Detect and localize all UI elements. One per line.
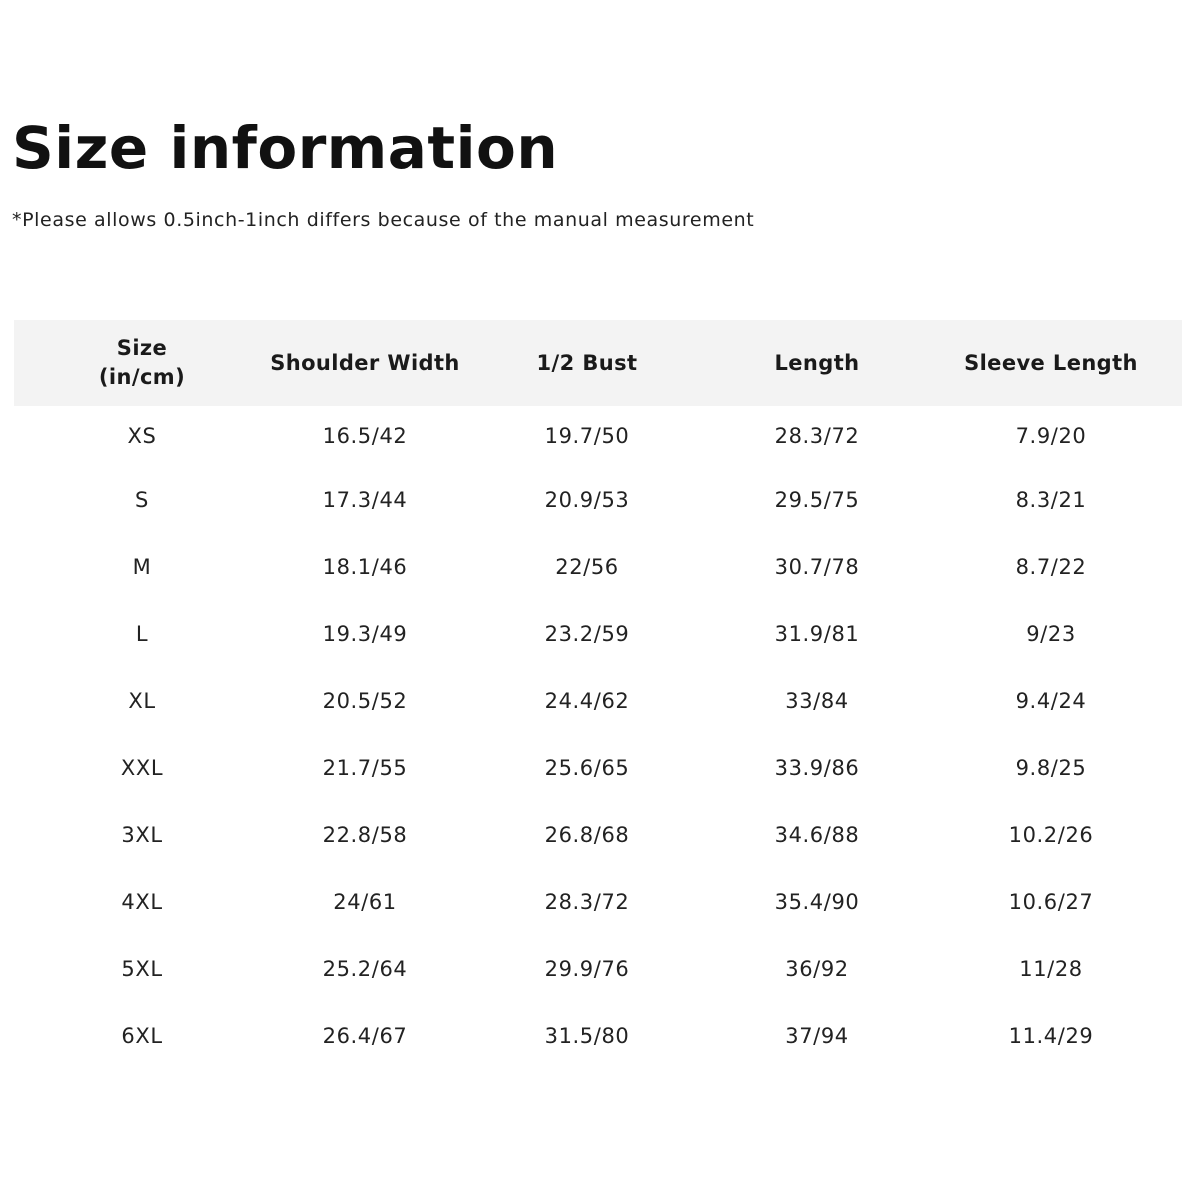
- shoulder-width-cell: 21.7/55: [322, 755, 408, 780]
- table-row: [14, 734, 1182, 801]
- size-cell: XL: [128, 688, 156, 713]
- header-length: Length: [774, 350, 860, 375]
- size-cell: L: [135, 621, 149, 646]
- shoulder-width-cell: 16.5/42: [322, 424, 408, 448]
- sleeve-length-cell: 9/23: [1026, 621, 1076, 646]
- half-bust-cell: 28.3/72: [544, 889, 630, 914]
- half-bust-cell: 20.9/53: [544, 487, 630, 512]
- length-cell: 35.4/90: [774, 889, 860, 914]
- table-row: [14, 868, 1182, 935]
- table-row: [14, 406, 1182, 466]
- half-bust-cell: 19.7/50: [544, 424, 630, 448]
- half-bust-cell: 24.4/62: [544, 688, 630, 713]
- measurement-note: *Please allows 0.5inch-1inch differs because of the manual measurement: [12, 209, 755, 231]
- table-row: [14, 1002, 1182, 1069]
- table-row: [14, 600, 1182, 667]
- table-row: [14, 801, 1182, 868]
- length-cell: 33.9/86: [774, 755, 860, 780]
- shoulder-width-cell: 22.8/58: [322, 822, 408, 847]
- sleeve-length-cell: 9.8/25: [1015, 755, 1087, 780]
- sleeve-length-cell: 7.9/20: [1015, 424, 1087, 448]
- size-cell: S: [135, 487, 149, 512]
- header-size: [14, 320, 270, 406]
- size-cell: XS: [127, 424, 157, 448]
- half-bust-cell: 29.9/76: [544, 956, 630, 981]
- size-cell: M: [132, 554, 152, 579]
- half-bust-cell: 26.8/68: [544, 822, 630, 847]
- length-cell: 33/84: [785, 688, 849, 713]
- size-cell: 5XL: [121, 956, 163, 981]
- size-cell: 3XL: [121, 822, 163, 847]
- header-size-unit: (in/cm): [98, 365, 186, 389]
- length-cell: 31.9/81: [774, 621, 860, 646]
- length-cell: 28.3/72: [774, 424, 860, 448]
- table-row: [14, 466, 1182, 533]
- sleeve-length-cell: 10.2/26: [1008, 822, 1094, 847]
- size-cell: 4XL: [121, 889, 163, 914]
- sleeve-length-cell: 8.3/21: [1015, 487, 1087, 512]
- half-bust-cell: 25.6/65: [544, 755, 630, 780]
- table-row: [14, 667, 1182, 734]
- header-sleeve-length: Sleeve Length: [964, 350, 1138, 375]
- size-chart-body: [14, 406, 1182, 1069]
- sleeve-length-cell: 8.7/22: [1015, 554, 1087, 579]
- half-bust-cell: 31.5/80: [544, 1023, 630, 1048]
- sleeve-length-cell: 11/28: [1019, 956, 1083, 981]
- shoulder-width-cell: 24/61: [333, 889, 397, 914]
- shoulder-width-cell: 25.2/64: [322, 956, 408, 981]
- table-row: [14, 533, 1182, 600]
- length-cell: 37/94: [785, 1023, 849, 1048]
- half-bust-cell: 22/56: [555, 554, 619, 579]
- length-cell: 34.6/88: [774, 822, 860, 847]
- header-size-label: Size: [116, 336, 168, 360]
- sleeve-length-cell: 9.4/24: [1015, 688, 1087, 713]
- shoulder-width-cell: 26.4/67: [322, 1023, 408, 1048]
- page-title: Size information: [12, 114, 559, 182]
- size-chart-table: [14, 320, 1182, 1069]
- half-bust-cell: 23.2/59: [544, 621, 630, 646]
- length-cell: 30.7/78: [774, 554, 860, 579]
- table-row: [14, 935, 1182, 1002]
- length-cell: 36/92: [785, 956, 849, 981]
- header-half-bust: 1/2 Bust: [536, 350, 638, 375]
- length-cell: 29.5/75: [774, 487, 860, 512]
- sleeve-length-cell: 10.6/27: [1008, 889, 1094, 914]
- size-chart-header: [14, 320, 1182, 406]
- shoulder-width-cell: 18.1/46: [322, 554, 408, 579]
- size-cell: 6XL: [121, 1023, 163, 1048]
- header-shoulder-width: Shoulder Width: [270, 350, 460, 375]
- shoulder-width-cell: 17.3/44: [322, 487, 408, 512]
- header-row: [14, 320, 1182, 406]
- sleeve-length-cell: 11.4/29: [1008, 1023, 1094, 1048]
- shoulder-width-cell: 19.3/49: [322, 621, 408, 646]
- size-cell: XXL: [120, 755, 164, 780]
- shoulder-width-cell: 20.5/52: [322, 688, 408, 713]
